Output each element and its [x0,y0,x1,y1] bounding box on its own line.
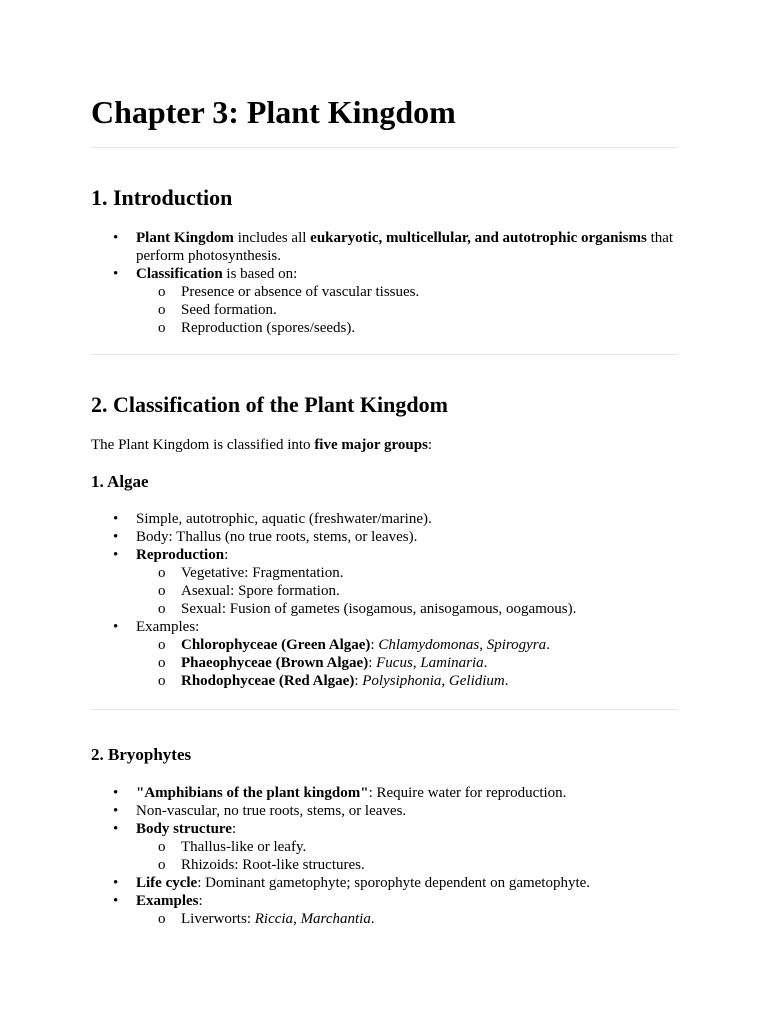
list-item: o Rhodophyceae (Red Algae): Polysiphonia, Gelidium. [136,672,679,690]
algae-heading: 1. Algae [91,472,149,491]
list-item: • Body: Thallus (no true roots, stems, or leaves). [91,528,679,546]
classification-basis-list [136,283,679,337]
intro-list [91,229,679,337]
intro-bullet-classification: • Classification is based on: o Presence or absence of vascular tissues. o Seed formation. o Reproduction (spores/seeds). [91,265,679,337]
list-item: • Non-vascular, no true roots, stems, or leaves. [91,802,679,820]
bryophytes-list-block [91,784,679,928]
intro-list-block [91,229,679,337]
list-item: o Liverworts: Riccia, Marchantia. [136,910,679,928]
classification-section [91,392,679,418]
chapter-title: Chapter 3: Plant Kingdom [91,94,456,130]
list-item: o Vegetative: Fragmentation. [136,564,679,582]
classification-intro [91,436,679,454]
list-item: o Thallus-like or leafy. [136,838,679,856]
intro-heading: 1. Introduction [91,185,233,210]
list-item: • Life cycle: Dominant gametophyte; sporophyte dependent on gametophyte. [91,874,679,892]
algae-list-block [91,510,679,690]
divider [91,709,678,710]
algae-list [91,510,679,690]
classification-heading: 2. Classification of the Plant Kingdom [91,392,448,417]
bryophytes-examples-list [136,910,679,928]
algae-examples-item: • Examples: o Chlorophyceae (Green Algae): Chlamydomonas, Spirogyra. o Phaeophyceae (Brown Algae): Fucus, Laminaria. o Rhodophyceae (Red Algae): Polysiphonia, Gelidium. [91,618,679,690]
list-item: o Asexual: Spore formation. [136,582,679,600]
bryophytes-body-item: • Body structure: o Thallus-like or leafy. o Rhizoids: Root-like structures. [91,820,679,874]
intro-bullet-plant-kingdom: • Plant Kingdom includes all eukaryotic, multicellular, and autotrophic organisms that perform photosynthesis. [91,229,679,265]
divider [91,354,678,355]
bryophytes-section [91,745,679,765]
divider [91,147,678,148]
algae-reproduction-item: • Reproduction: o Vegetative: Fragmentation. o Asexual: Spore formation. o Sexual: Fusion of gametes (isogamous, anisogamous, oogamous). [91,546,679,618]
algae-section [91,472,679,492]
list-item: o Chlorophyceae (Green Algae): Chlamydomonas, Spirogyra. [136,636,679,654]
list-item: • Simple, autotrophic, aquatic (freshwater/marine). [91,510,679,528]
bryophytes-list [91,784,679,928]
list-item: o Presence or absence of vascular tissues. [136,283,679,301]
classification-paragraph: The Plant Kingdom is classified into five major groups: [91,437,433,453]
algae-examples-list [136,636,679,690]
list-item: o Seed formation. [136,301,679,319]
bryophytes-heading: 2. Bryophytes [91,745,192,764]
chapter-title-block [91,94,679,130]
algae-reproduction-list [136,564,679,618]
list-item: o Sexual: Fusion of gametes (isogamous, anisogamous, oogamous). [136,600,679,618]
list-item: o Reproduction (spores/seeds). [136,319,679,337]
list-item: • "Amphibians of the plant kingdom": Require water for reproduction. [91,784,679,802]
list-item: o Rhizoids: Root-like structures. [136,856,679,874]
bryophytes-examples-item: • Examples: o Liverworts: Riccia, Marchantia. [91,892,679,928]
list-item: o Phaeophyceae (Brown Algae): Fucus, Laminaria. [136,654,679,672]
bryophytes-body-list [136,838,679,874]
intro-section [91,185,679,211]
